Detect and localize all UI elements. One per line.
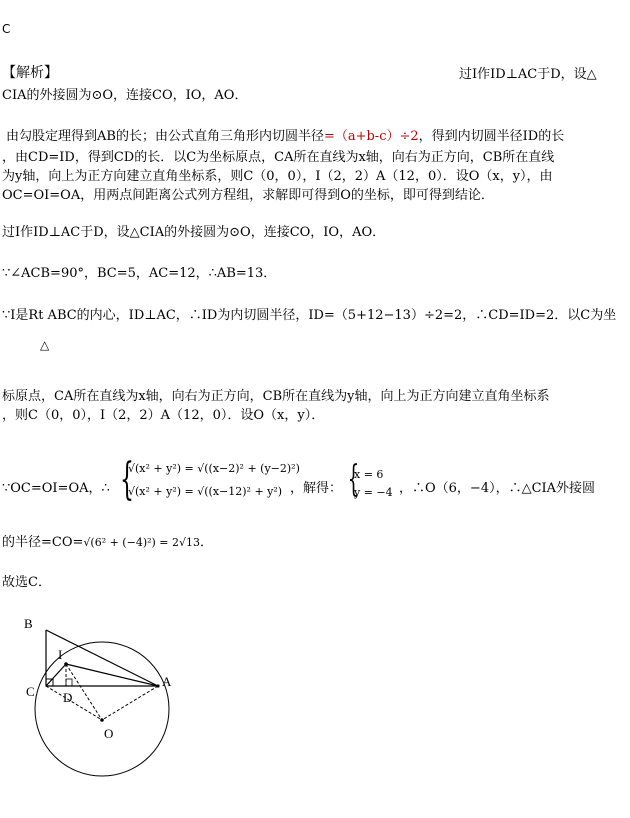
label-a: A (162, 674, 172, 689)
solution-step6-prefix: ∵OC=OI=OA，∴ (2, 481, 110, 496)
label-b: B (24, 616, 33, 631)
label-c: C (26, 684, 35, 699)
equation-system-row1: √(x² + y²) = √((x−2)² + (y−2)²) (128, 462, 300, 475)
analysis-line1-right: 过I作ID⊥AC于D，设△ (459, 67, 597, 82)
point-i (64, 662, 68, 666)
radius-formula: √(6² + (−4)²) = 2√13 (83, 536, 201, 549)
solution-row2: y = −4 (354, 486, 393, 499)
solution-step6-mid: ，解得： (290, 481, 343, 496)
analysis-para1-part-a: 由勾股定理得到AB的长；由公式直角三角形内切圆半径 (6, 129, 324, 144)
solution-step5: ，则C（0，0），I（2，2）A（12，0）．设O（x，y）． (2, 408, 325, 423)
solution-step7-prefix: 的半径=CO= (2, 535, 84, 550)
equation-system-brace: { (120, 454, 134, 505)
analysis-para1-line1 (6, 125, 564, 144)
label-o: O (104, 726, 114, 741)
segment-ao (102, 686, 158, 720)
solution-step2: ∵∠ACB=90°，BC=5，AC=12，∴AB=13． (2, 266, 277, 281)
segment-co (46, 686, 102, 720)
solution-step3: ∵I是Rt ABC的内心，ID⊥AC，∴ID为内切圆半径，ID=（5+12−13）÷2=2，∴CD=ID=2．以C为坐 (2, 308, 617, 323)
point-o (100, 718, 104, 722)
conclusion: 故选C． (2, 575, 51, 590)
solution-step6-suffix: ，∴O（6，−4），∴△CIA外接圆 (399, 481, 596, 496)
solution-row1: x = 6 (354, 468, 384, 481)
point-a (156, 684, 159, 687)
analysis-para1-line2: ，由CD=ID，得到CD的长．以C为坐标原点，CA所在直线为x轴，向右为正方向，CB所在直线 (2, 150, 555, 165)
analysis-para1-line4: OC=OI=OA，用两点间距离公式列方程组，求解即可得到O的坐标，即可得到结论． (2, 188, 494, 203)
right-angle-mark-d (66, 679, 72, 686)
label-i: I (58, 647, 63, 662)
label-d: D (63, 690, 73, 705)
analysis-para1-part-b: ，得到内切圆半径ID的长 (418, 129, 565, 144)
solution-brace: { (347, 459, 360, 500)
circumcircle (35, 642, 169, 776)
solution-step7 (2, 531, 213, 550)
geometry-figure (0, 600, 200, 818)
equation-system-row2: √(x² + y²) = √((x−12)² + y²) (128, 485, 283, 498)
analysis-label: 【解析】 (2, 65, 58, 81)
segment-ab (46, 630, 158, 686)
solution-step4: 标原点，CA所在直线为x轴，向右为正方向，CB所在直线为y轴，向上为正方向建立直角坐标系 (2, 389, 550, 404)
analysis-line2: CIA的外接圆为⊙O，连接CO，IO，AO． (2, 88, 248, 103)
analysis-para1-formula: =（a+b-c）÷2 (323, 129, 419, 144)
solution-step3-triangle: △ (40, 338, 50, 352)
analysis-para1-line3: 为y轴，向上为正方向建立直角坐标系，则C（0，0），I（2，2）A（12，0）．设O（x，y），由 (2, 169, 553, 184)
solution-step7-suffix: ． (200, 535, 214, 550)
solution-step1: 过I作ID⊥AC于D，设△CIA的外接圆为⊙O，连接CO，IO，AO． (2, 225, 386, 240)
segment-ia (66, 664, 158, 686)
answer-letter: C (2, 22, 11, 36)
